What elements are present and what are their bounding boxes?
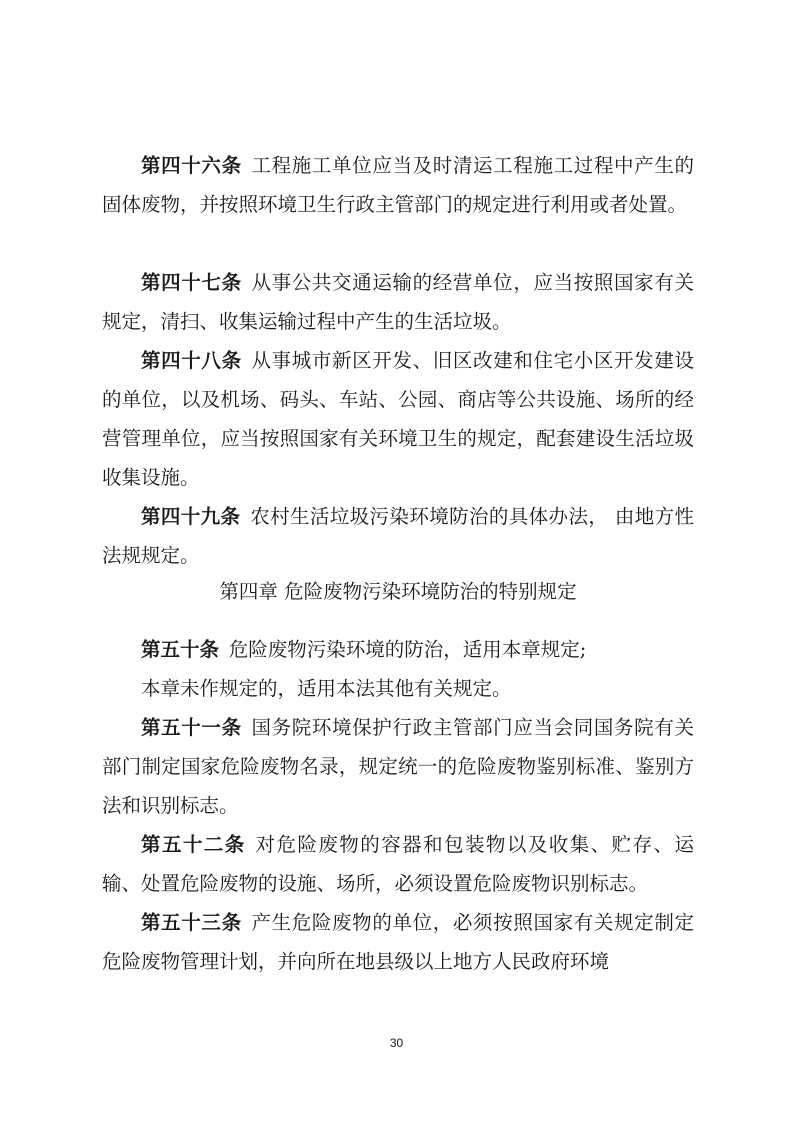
article-title: 第五十一条	[141, 716, 242, 739]
article-title: 第五十条	[141, 638, 220, 661]
article-title: 第四十六条	[141, 154, 242, 177]
article-52	[102, 825, 694, 903]
article-title: 第四十八条	[141, 349, 242, 372]
article-title: 第五十二条	[141, 833, 246, 856]
article-50-continued	[102, 669, 694, 708]
article-49	[102, 497, 694, 575]
article-text: 农村生活垃圾污染环境防治的具体办法， 由地方性法规规定。	[102, 505, 694, 567]
article-text: 国务院环境保护行政主管部门应当会同国务院有关部门制定国家危险废物名录，规定统一的危险废物鉴别标准、鉴别方法和识别标志。	[102, 716, 694, 817]
page-number: 30	[389, 1036, 404, 1050]
article-text: 产生危险废物的单位，必须按照国家有关规定制定危险废物管理计划，并向所在地县级以上地方人民政府环境	[102, 911, 694, 973]
chapter-heading: 第四章 危险废物污染环境防治的特别规定	[219, 580, 577, 603]
article-51	[102, 708, 694, 825]
article-53	[102, 903, 694, 981]
article-title: 第四十七条	[141, 271, 242, 294]
article-text: 从事公共交通运输的经营单位，应当按照国家有关规定，清扫、收集运输过程中产生的生活垃圾。	[102, 271, 694, 333]
article-46	[102, 146, 694, 224]
article-title: 第四十九条	[141, 505, 241, 528]
article-text: 危险废物污染环境的防治，适用本章规定;	[228, 638, 587, 661]
article-text: 对危险废物的容器和包装物以及收集、贮存、运输、处置危险废物的设施、场所，必须设置危险废物识别标志。	[102, 833, 694, 895]
article-50	[102, 630, 694, 669]
article-text: 工程施工单位应当及时清运工程施工过程中产生的固体废物，并按照环境卫生行政主管部门的规定进行利用或者处置。	[102, 154, 694, 216]
article-47	[102, 263, 694, 341]
article-text: 从事城市新区开发、旧区改建和住宅小区开发建设的单位，以及机场、码头、车站、公园、商店等公共设施、场所的经营管理单位，应当按照国家有关环境卫生的规定，配套建设生活垃圾收集设施。	[102, 349, 694, 489]
article-title: 第五十三条	[141, 911, 242, 934]
article-text: 本章未作规定的，适用本法其他有关规定。	[141, 677, 512, 700]
article-48	[102, 341, 694, 497]
